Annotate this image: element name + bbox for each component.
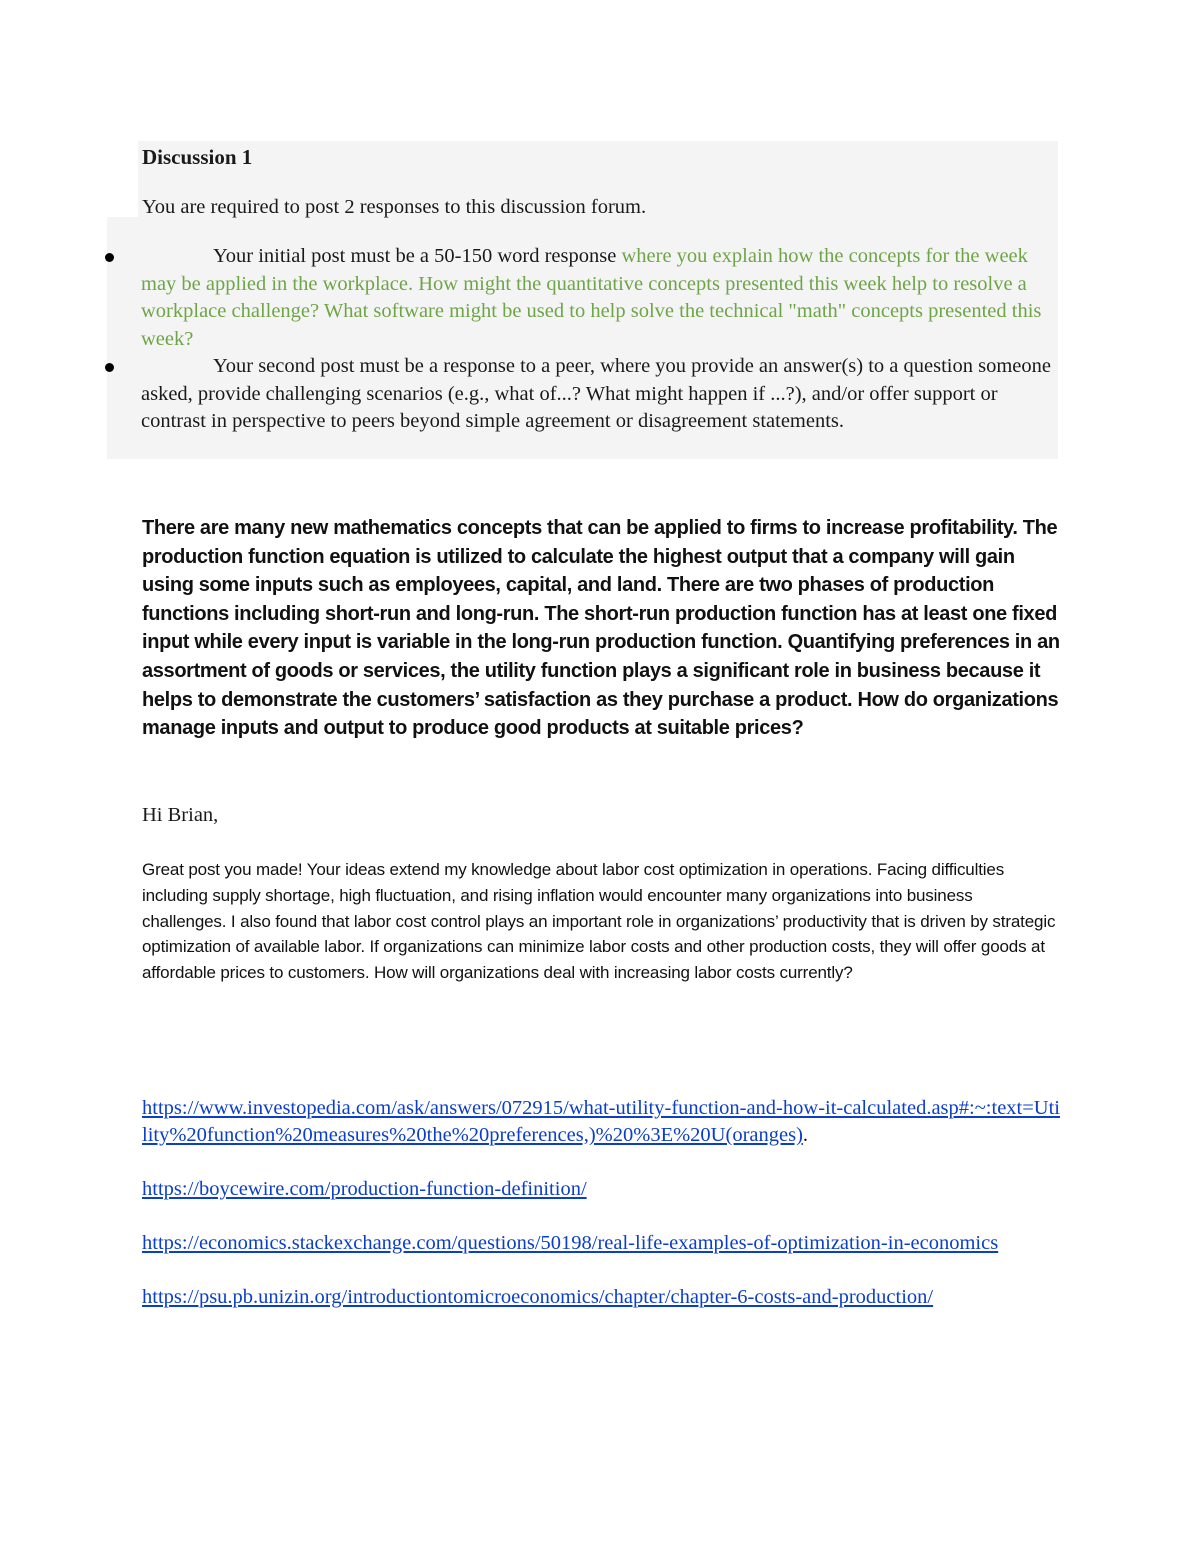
reference-link-stackexchange[interactable]: https://economics.stackexchange.com/questions/50198/real-life-examples-of-optimization-in-economics bbox=[142, 1232, 999, 1254]
reference-link-boycewire[interactable]: https://boycewire.com/production-function-definition/ bbox=[142, 1178, 587, 1200]
reference-item bbox=[142, 1230, 1060, 1257]
reference-item bbox=[142, 1095, 1060, 1149]
requirement-lead: Your second post must be a response to a peer, where you provide an answer(s) to a question someone asked, provide challenging scenarios (e.g., what of...? What might happen if ...?), and/or offer support or contrast in perspective to peers beyond simple agreement or disagreement statements. bbox=[141, 355, 1051, 432]
initial-post-text: There are many new mathematics concepts that can be applied to firms to increase profitability. The production function equation is utilized to calculate the highest output that a company will gain using some inputs such as employees, capital, and land. There are two phases of production functions including short-run and long-run. The short-run production function has at least one fixed input while every input is variable in the long-run production function. Quantifying preferences in an assortment of goods or services, the utility function plays a significant role in business because it helps to demonstrate the customers’ satisfaction as they purchase a product. How do organizations manage inputs and output to produce good products at suitable prices? bbox=[142, 517, 1060, 740]
reference-link-investopedia[interactable]: https://www.investopedia.com/ask/answers/072915/what-utility-function-and-how-it-calculated.asp#:~:text=Utility%20function%20measures%20the%20preferences,)%20%3E%20U(oranges) bbox=[142, 1097, 1060, 1146]
reference-trailing-punctuation: . bbox=[802, 1124, 809, 1146]
reply-text: Great post you made! Your ideas extend my knowledge about labor cost optimization in operations. Facing difficulties including supply shortage, high fluctuation, and rising inflation would encounter many organizations into business challenges. I also found that labor cost control plays an important role in organizations’ productivity that is driven by strategic optimization of available labor. If organizations can minimize labor costs and other production costs, they will offer goods at affordable prices to customers. How will organizations deal with increasing labor costs currently? bbox=[142, 860, 1056, 983]
reference-item bbox=[142, 1176, 1060, 1203]
bullet-icon bbox=[105, 363, 114, 372]
requirements-list bbox=[0, 243, 1060, 436]
discussion-heading: Discussion 1 bbox=[142, 145, 253, 169]
requirement-item-peer-response bbox=[0, 353, 1059, 436]
reference-item bbox=[142, 1284, 1060, 1311]
requirement-highlight: where you explain how the concepts for the week may be applied in the workplace. How might the quantitative concepts presented this week help to resolve a workplace challenge? What software might be used to help solve the technical "math" concepts presented this week? bbox=[141, 245, 1042, 350]
requirement-item-initial-post bbox=[0, 243, 1059, 353]
reply-greeting: Hi Brian, bbox=[142, 804, 219, 826]
requirement-lead: Your initial post must be a 50-150 word response bbox=[213, 245, 617, 267]
bullet-icon bbox=[105, 253, 114, 262]
reference-link-unizin[interactable]: https://psu.pb.unizin.org/introductiontomicroeconomics/chapter/chapter-6-costs-and-production/ bbox=[142, 1286, 934, 1308]
prompt-background-notch bbox=[107, 141, 138, 217]
discussion-intro: You are required to post 2 responses to this discussion forum. bbox=[142, 196, 647, 218]
references-list bbox=[142, 1095, 1060, 1338]
